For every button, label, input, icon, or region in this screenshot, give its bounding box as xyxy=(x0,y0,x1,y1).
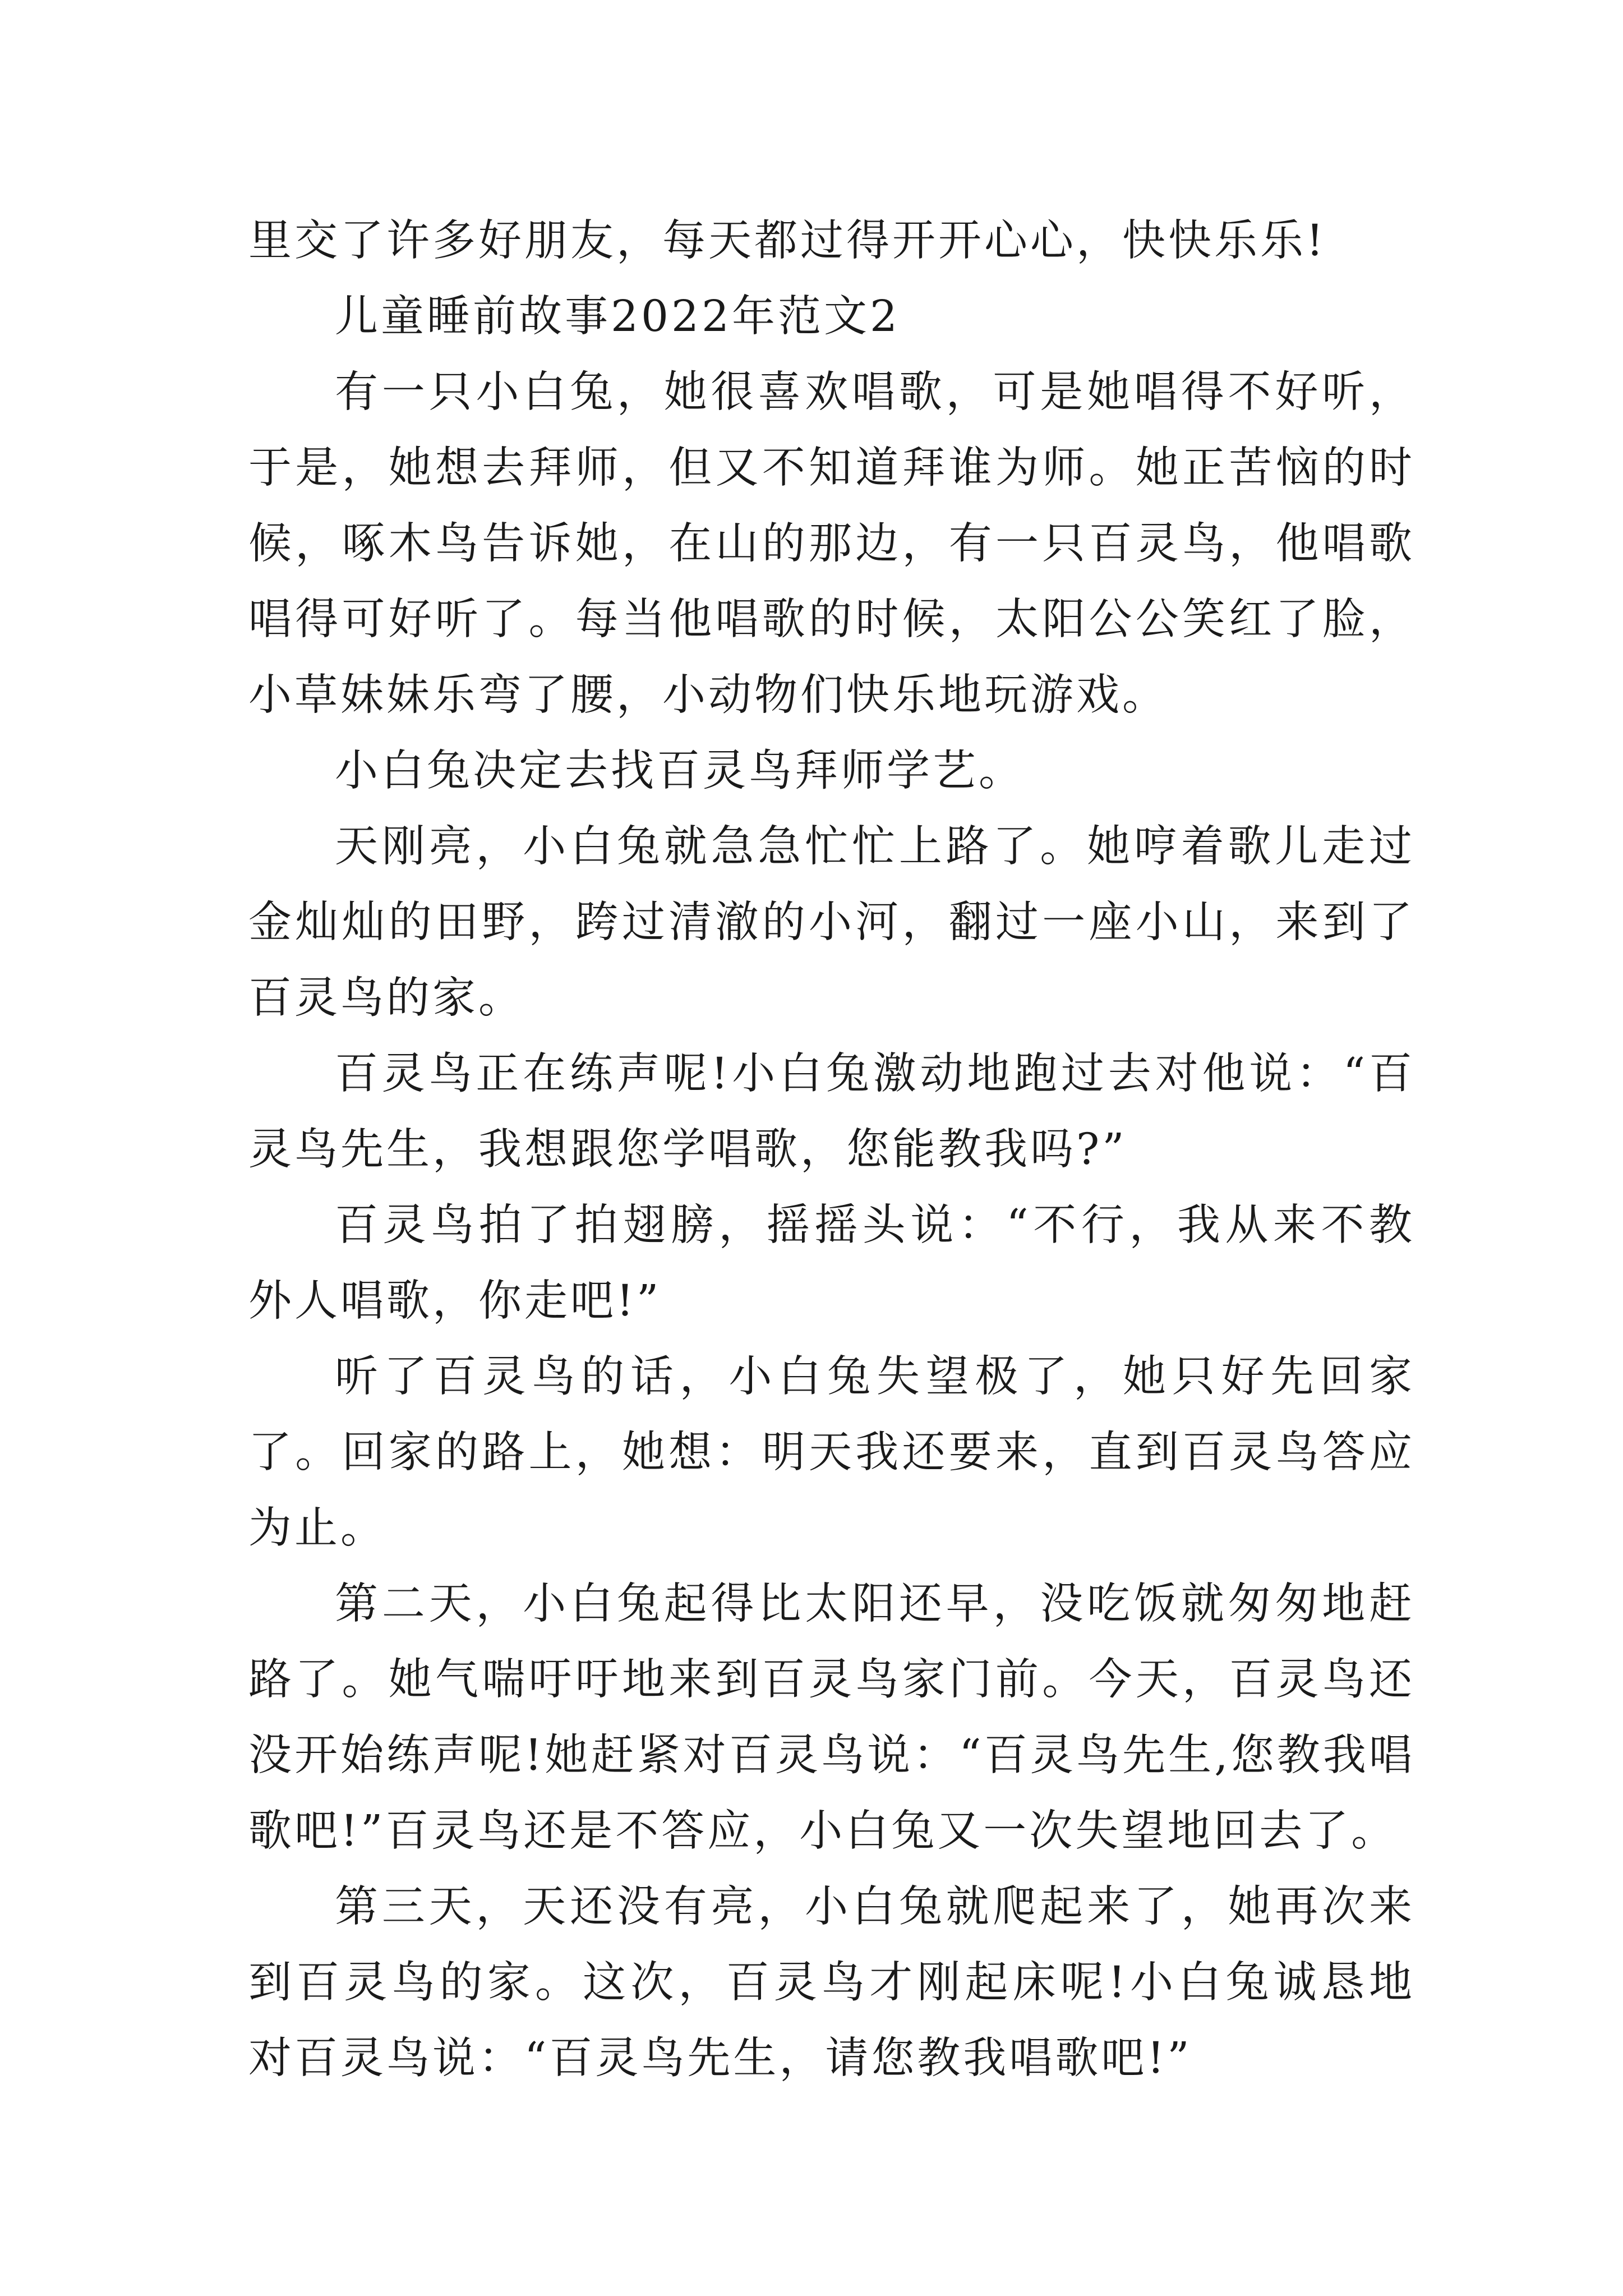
paragraph: 第二天，小白兔起得比太阳还早，没吃饭就匆匆地赶路了。她气喘吁吁地来到百灵鸟家门前。今天，百灵鸟还没开始练声呢!她赶紧对百灵鸟说：“百灵鸟先生,您教我唱歌吧!”百灵鸟还是不答应，小白兔又一次失望地回去了。 xyxy=(248,1579,1415,1856)
paragraph: 有一只小白兔，她很喜欢唱歌，可是她唱得不好听，于是，她想去拜师，但又不知道拜谁为师。她正苦恼的时候，啄木鸟告诉她，在山的那边，有一只百灵鸟，他唱歌唱得可好听了。每当他唱歌的时候，太阳公公笑红了脸，小草妹妹乐弯了腰，小动物们快乐地玩游戏。 xyxy=(248,367,1415,720)
body-text xyxy=(248,203,1415,2096)
paragraph: 天刚亮，小白兔就急急忙忙上路了。她哼着歌儿走过金灿灿的田野，跨过清澈的小河，翻过一座小山，来到了百灵鸟的家。 xyxy=(248,822,1415,1023)
section-heading: 儿童睡前故事2022年范文2 xyxy=(335,292,900,342)
paragraph: 听了百灵鸟的话，小白兔失望极了，她只好先回家了。回家的路上，她想：明天我还要来，直到百灵鸟答应为止。 xyxy=(248,1352,1415,1553)
paragraph: 百灵鸟正在练声呢!小白兔激动地跑过去对他说：“百灵鸟先生，我想跟您学唱歌，您能教我吗?” xyxy=(248,1049,1415,1175)
paragraph: 第三天，天还没有亮，小白兔就爬起来了，她再次来到百灵鸟的家。这次，百灵鸟才刚起床呢!小白兔诚恳地对百灵鸟说：“百灵鸟先生，请您教我唱歌吧!” xyxy=(248,1882,1415,2083)
paragraph-continuation: 里交了许多好朋友，每天都过得开开心心，快快乐乐! xyxy=(248,216,1326,266)
paragraph: 百灵鸟拍了拍翅膀，摇摇头说：“不行，我从来不教外人唱歌，你走吧!” xyxy=(248,1200,1415,1326)
paragraph: 小白兔决定去找百灵鸟拜师学艺。 xyxy=(335,746,1025,796)
